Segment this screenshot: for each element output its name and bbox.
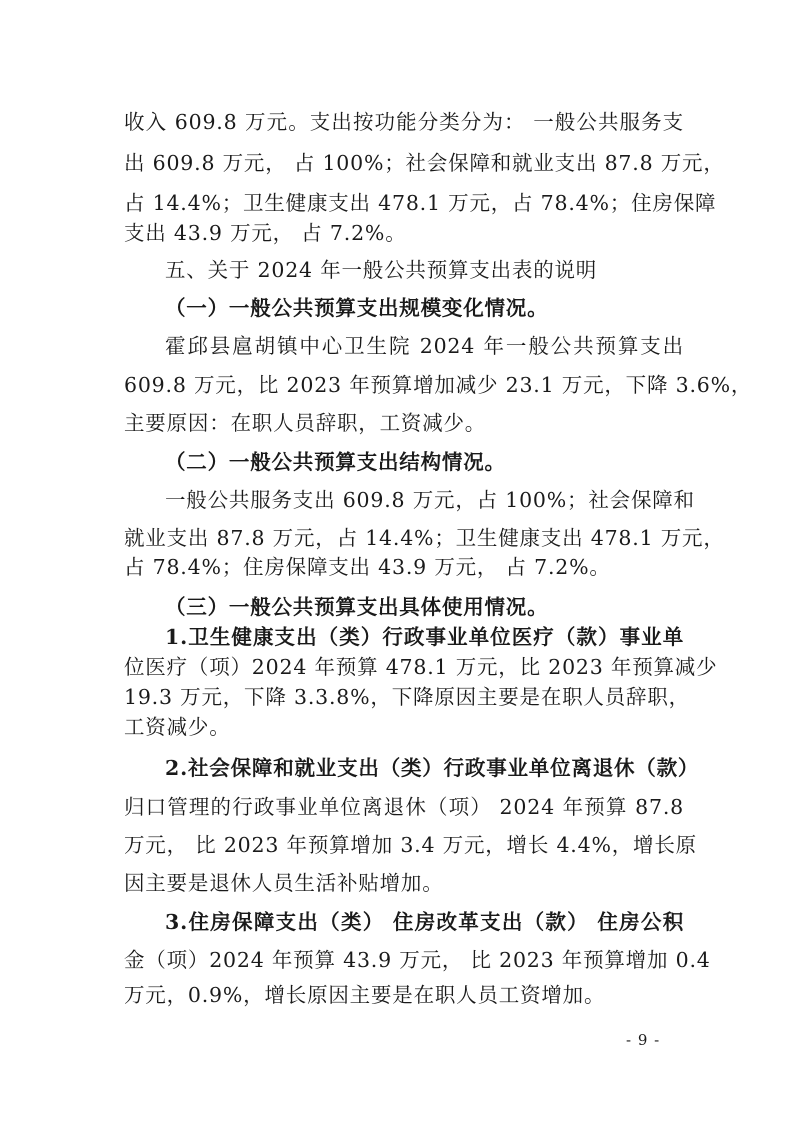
text-line: 工资减少。: [124, 715, 231, 739]
text-line: 归口管理的行政事业单位离退休（项） 2024 年预算 87.8: [124, 795, 684, 819]
item-heading: 1.卫生健康支出（类）行政事业单位医疗（款）事业单: [165, 625, 684, 649]
text-line: 位医疗（项）2024 年预算 478.1 万元，比 2023 年预算减少: [124, 655, 718, 679]
text-line: 霍邱县扈胡镇中心卫生院 2024 年一般公共预算支出: [165, 334, 684, 358]
subsection-heading: （二）一般公共预算支出结构情况。: [165, 450, 506, 474]
item-heading: 2.社会保障和就业支出（类）行政事业单位离退休（款）: [165, 756, 700, 780]
text-line: 609.8 万元，比 2023 年预算增加减少 23.1 万元，下降 3.6%，: [124, 373, 753, 397]
subsection-heading: （三）一般公共预算支出具体使用情况。: [165, 595, 549, 619]
page-number: - 9 -: [626, 1031, 661, 1049]
text-line: 万元，0.9%，增长原因主要是在职人员工资增加。: [124, 983, 606, 1007]
text-line: 一般公共服务支出 609.8 万元，占 100%；社会保障和: [165, 488, 695, 512]
text-line: 金（项）2024 年预算 43.9 万元， 比 2023 年预算增加 0.4: [124, 948, 711, 972]
text-line: 收入 609.8 万元。支出按功能分类分为： 一般公共服务支: [124, 110, 684, 134]
text-line: 万元， 比 2023 年预算增加 3.4 万元，增长 4.4%，增长原: [124, 833, 697, 857]
text-line: 主要原因：在职人员辞职，工资减少。: [124, 411, 487, 435]
section-heading: 五、关于 2024 年一般公共预算支出表的说明: [165, 258, 598, 282]
text-line: 占 78.4%；住房保障支出 43.9 万元， 占 7.2%。: [124, 555, 611, 579]
text-line: 就业支出 87.8 万元，占 14.4%；卫生健康支出 478.1 万元，: [124, 526, 725, 550]
text-line: 19.3 万元，下降 3.3.8%，下降原因主要是在职人员辞职，: [124, 685, 690, 709]
text-line: 支出 43.9 万元， 占 7.2%。: [124, 221, 407, 245]
text-line: 出 609.8 万元， 占 100%；社会保障和就业支出 87.8 万元，: [124, 151, 725, 175]
subsection-heading: （一）一般公共预算支出规模变化情况。: [165, 296, 549, 320]
item-heading: 3.住房保障支出（类） 住房改革支出（款） 住房公积: [165, 910, 684, 934]
text-line: 因主要是退休人员生活补贴增加。: [124, 871, 444, 895]
text-line: 占 14.4%；卫生健康支出 478.1 万元，占 78.4%；住房保障: [124, 191, 717, 215]
